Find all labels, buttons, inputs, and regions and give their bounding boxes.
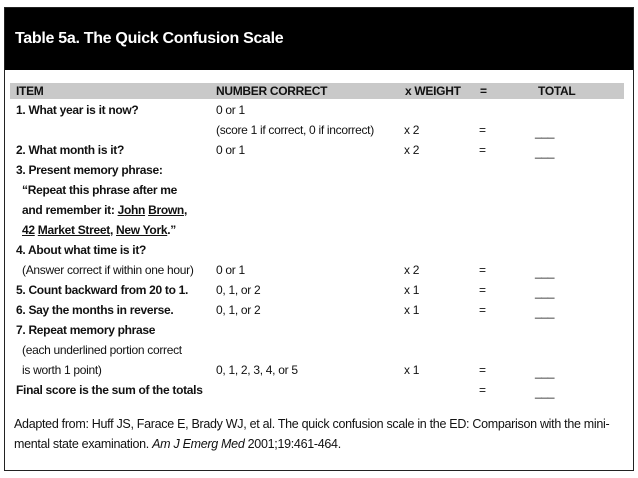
number-correct-note: (score 1 if correct, 0 if incorrect) <box>216 123 374 137</box>
final-score-text: Final score is the sum of the totals <box>16 383 203 397</box>
weight: x 2 <box>404 143 420 157</box>
item-text: 2. What month is it? <box>16 143 124 157</box>
equals: = <box>479 383 486 397</box>
header-item: ITEM <box>16 84 44 98</box>
weight: x 1 <box>404 303 420 317</box>
number-correct: 0 or 1 <box>216 103 245 117</box>
table-row <box>5 101 633 121</box>
table-row <box>5 261 633 281</box>
equals: = <box>479 363 486 377</box>
phrase-42: 42 <box>22 223 35 237</box>
phrase-brown: Brown <box>148 203 184 217</box>
item-text: 6. Say the months in reverse. <box>16 303 174 317</box>
number-correct: 0, 1, or 2 <box>216 283 261 297</box>
equals: = <box>479 263 486 277</box>
total-blank: ___ <box>535 385 555 399</box>
memory-phrase-line2 <box>22 223 176 237</box>
equals: = <box>479 283 486 297</box>
header-row <box>10 83 624 99</box>
table-row <box>5 381 633 401</box>
weight: x 1 <box>404 363 420 377</box>
item-text: 4. About what time is it? <box>16 243 147 257</box>
total-blank: ___ <box>535 125 555 139</box>
citation-year: 2001;19:461-464. <box>244 437 341 451</box>
phrase-john: John <box>117 203 146 217</box>
table-row <box>5 341 633 361</box>
phrase-new-york: New York <box>116 223 168 237</box>
number-correct: 0 or 1 <box>216 143 245 157</box>
item-text: “Repeat this phrase after me <box>22 183 177 197</box>
table-row <box>5 301 633 321</box>
number-correct: 0, 1, 2, 3, 4, or 5 <box>216 363 298 377</box>
header-total: TOTAL <box>538 84 576 98</box>
item-text: 5. Count backward from 20 to 1. <box>16 283 189 297</box>
weight: x 1 <box>404 283 420 297</box>
table-row <box>5 141 633 161</box>
equals: = <box>479 143 486 157</box>
citation-journal: Am J Emerg Med <box>152 437 245 451</box>
weight: x 2 <box>404 123 420 137</box>
phrase-comma: , <box>109 223 117 237</box>
phrase-comma: , <box>183 203 187 217</box>
table-row <box>5 241 633 261</box>
phrase-text: and remember it: <box>22 203 118 217</box>
weight: x 2 <box>404 263 420 277</box>
total-blank: ___ <box>535 285 555 299</box>
header-equals: = <box>480 84 487 98</box>
citation <box>14 414 614 454</box>
equals: = <box>479 123 486 137</box>
number-correct: 0 or 1 <box>216 263 245 277</box>
table-frame <box>4 7 634 471</box>
header-weight: x WEIGHT <box>405 84 461 98</box>
item-note: is worth 1 point) <box>22 363 102 377</box>
table-row <box>5 201 633 221</box>
equals: = <box>479 303 486 317</box>
total-blank: ___ <box>535 305 555 319</box>
total-blank: ___ <box>535 145 555 159</box>
table-row <box>5 321 633 341</box>
memory-phrase-line1 <box>22 203 187 217</box>
item-note: (each underlined portion correct <box>22 343 182 357</box>
item-text: 1. What year is it now? <box>16 103 139 117</box>
title-bar <box>5 8 633 70</box>
number-correct: 0, 1, or 2 <box>216 303 261 317</box>
table-row <box>5 121 633 141</box>
table-row <box>5 281 633 301</box>
table-row <box>5 361 633 381</box>
item-text: 7. Repeat memory phrase <box>16 323 156 337</box>
table-row <box>5 161 633 181</box>
header-number-correct: NUMBER CORRECT <box>216 84 328 98</box>
phrase-market-street: Market Street <box>37 223 110 237</box>
phrase-end: .” <box>167 223 176 237</box>
total-blank: ___ <box>535 365 555 379</box>
table-title: Table 5a. The Quick Confusion Scale <box>15 30 284 47</box>
item-note: (Answer correct if within one hour) <box>22 263 194 277</box>
total-blank: ___ <box>535 265 555 279</box>
table-row <box>5 181 633 201</box>
item-text: 3. Present memory phrase: <box>16 163 163 177</box>
table-row <box>5 221 633 241</box>
citation-text: Adapted from: Huff JS, Farace E, Brady WJ, et al. The quick confusion scale in the ED: Comparison with the mini-mental state examination. <box>14 417 610 451</box>
